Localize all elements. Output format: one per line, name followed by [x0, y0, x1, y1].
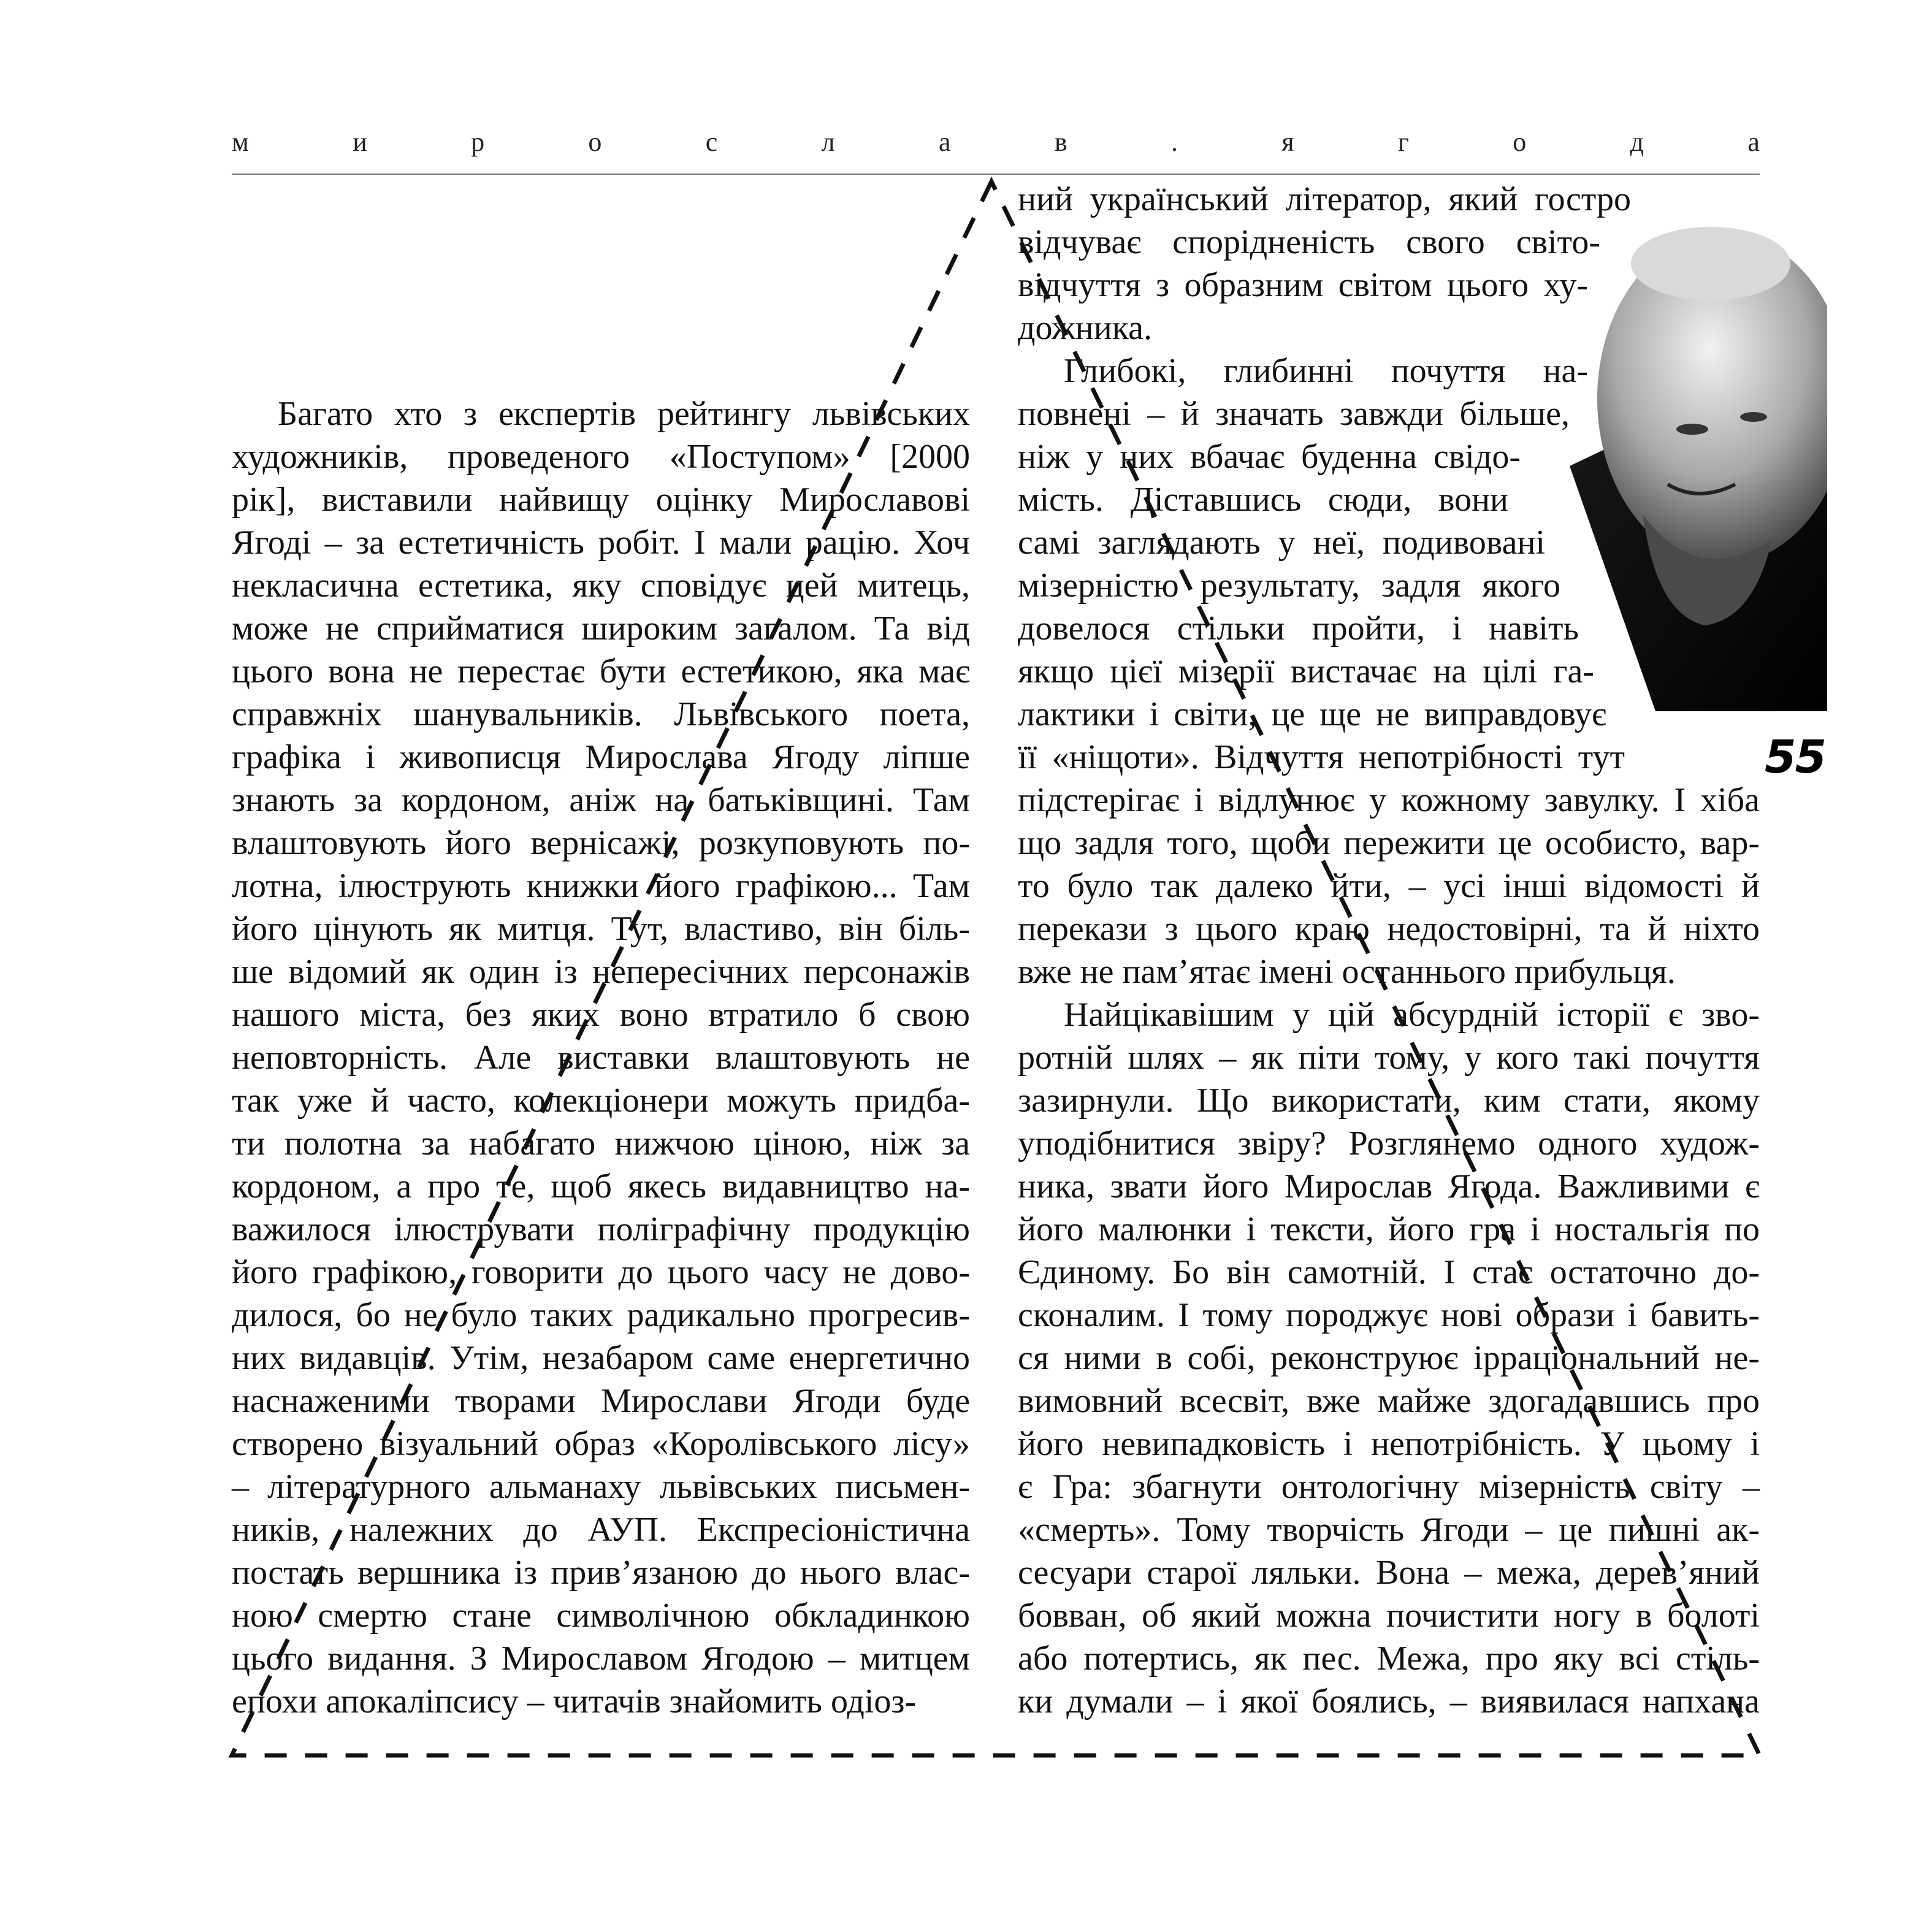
text-line: то було так далеко йти, – усі інші відомості й: [1018, 867, 1760, 905]
text-line: вже не пам’ятає імені останнього прибульця.: [1018, 953, 1676, 991]
text-line: створено візуальний образ «Королівського лісу»: [232, 1425, 970, 1463]
text-line: його цінують як митця. Тут, властиво, він біль-: [232, 910, 970, 948]
text-line: цього вона не перестає бути естетикою, яка має: [232, 652, 970, 690]
text-line: якщо цієї мізерії вистачає на цілі га-: [1018, 652, 1594, 690]
running-head-letter: г: [1397, 126, 1409, 157]
running-head-letter: с: [705, 126, 718, 157]
text-line: ти полотна за набагато нижчою ціною, ніж за: [232, 1124, 970, 1163]
running-head-letter: д: [1630, 126, 1644, 157]
text-line: влаштовують його вернісажі, розкуповують по-: [232, 824, 970, 862]
text-line: Багато хто з експертів рейтингу львівських: [278, 395, 970, 433]
text-line: його малюнки і тексти, його гра і ностальгія по: [1018, 1210, 1760, 1248]
running-head-letter: м: [232, 126, 249, 157]
text-line: або потертись, як пес. Межа, про яку всі стіль-: [1018, 1640, 1760, 1678]
text-line: рік], виставили найвищу оцінку Мирославові: [232, 481, 970, 519]
running-head-letter: л: [821, 126, 835, 157]
running-head-letter: о: [1513, 126, 1527, 157]
text-line: нашого міста, без яких воно втратило б свою: [232, 996, 970, 1034]
running-head-letter: р: [471, 126, 485, 157]
text-line: «смерть». Тому творчість Ягоди – це пишні ак-: [1018, 1511, 1760, 1549]
text-line: відчуття з образним світом цього ху-: [1018, 266, 1588, 304]
text-line: некласична естетика, яку сповідує цей митець,: [232, 567, 970, 605]
text-line: відчуває спорідненість свого світо-: [1018, 223, 1600, 261]
text-line: них видавців. Утім, незабаром саме енергетично: [232, 1339, 970, 1377]
text-line: Найцікавішим у цій абсурдній історії є зво-: [1064, 996, 1760, 1034]
text-line: художників, проведеного «Поступом» [2000: [232, 438, 970, 476]
text-line: знають за кордоном, аніж на батьківщині. Там: [232, 781, 970, 819]
text-line: сконалим. І тому породжує нові образи і бавить-: [1018, 1296, 1760, 1334]
text-line: уподібнитися звіру? Розглянемо одного худож-: [1018, 1124, 1760, 1163]
text-line: ний український літератор, який гостро: [1018, 180, 1631, 218]
text-line: справжніх шанувальників. Львівського поета,: [232, 695, 970, 733]
text-line: – літературного альманаху львівських письмен-: [232, 1468, 970, 1506]
text-line: Єдиному. Бо він самотній. І стає остаточно до-: [1018, 1253, 1760, 1291]
running-head-letter: а: [938, 126, 951, 157]
text-line: так уже й часто, колекціонери можуть придба-: [232, 1082, 970, 1120]
text-line: його невипадковість і непотрібність. У цьому і: [1018, 1425, 1760, 1463]
text-line: повнені – й значать завжди більше,: [1018, 395, 1570, 433]
running-head-letter: и: [353, 126, 367, 157]
text-line: дожника.: [1018, 309, 1152, 347]
text-line: ною смертю стане символічною обкладинкою: [232, 1597, 970, 1635]
text-line: лактики і світи, це ще не виправдовує: [1018, 695, 1606, 733]
text-line: перекази з цього краю недостовірні, та й ніхто: [1018, 910, 1760, 948]
text-line: Ягоді – за естетичність робіт. І мали рацію. Хоч: [232, 524, 970, 562]
text-line: є Гра: збагнути онтологічну мізерність світу –: [1018, 1468, 1760, 1506]
text-line: постать вершника із прив’язаною до нього влас-: [232, 1554, 970, 1592]
text-line: епохи апокаліпсису – читачів знайомить одіоз-: [232, 1682, 917, 1720]
text-line: лотна, ілюструють книжки його графікою... Там: [232, 867, 970, 905]
text-line: підстерігає і відлунює у кожному завулку. І хіба: [1018, 781, 1760, 819]
text-line: мість. Діставшись сюди, вони: [1018, 481, 1508, 519]
running-head-letter: .: [1170, 126, 1178, 157]
text-line: вимовний всесвіт, вже майже здогадавшись про: [1018, 1382, 1760, 1420]
text-line: ся ними в собі, реконструює ірраціональний не-: [1018, 1339, 1760, 1377]
text-line: ників, належних до АУП. Експресіоністична: [232, 1511, 970, 1549]
running-head-letter: я: [1281, 126, 1294, 157]
text-line: неповторність. Але виставки влаштовують не: [232, 1039, 970, 1077]
text-line: ника, звати його Мирослав Ягода. Важливими є: [1018, 1167, 1760, 1205]
running-head-letter: в: [1054, 126, 1067, 157]
text-line: сесуари старої ляльки. Вона – межа, дерев’яний: [1018, 1554, 1760, 1592]
page-number: 55: [1765, 731, 1825, 784]
text-line: довелося стільки пройти, і навіть: [1018, 609, 1579, 647]
text-line: може не сприйматися широким загалом. Та від: [232, 609, 970, 647]
text-line: кордоном, а про те, щоб якесь видавництво на-: [232, 1167, 970, 1205]
text-line: самі заглядають у неї, подивовані: [1018, 524, 1545, 562]
text-line: наснаженими творами Мирослави Ягоди буде: [232, 1382, 970, 1420]
text-line: зазирнули. Що використати, ким стати, якому: [1018, 1082, 1760, 1120]
text-line: ротній шлях – як піти тому, у кого такі почуття: [1018, 1039, 1760, 1077]
text-line: цього видання. З Мирославом Ягодою – митцем: [232, 1640, 970, 1678]
running-head-letter: о: [588, 126, 602, 157]
text-line: ше відомий як один із непересічних персонажів: [232, 953, 970, 991]
text-line: його графікою, говорити до цього часу не дово-: [232, 1253, 970, 1291]
text-line: Глибокі, глибинні почуття на-: [1064, 352, 1588, 390]
text-line: ки думали – і якої боялись, – виявилася напхана: [1018, 1682, 1760, 1720]
text-line: важилося ілюструвати поліграфічну продукцію: [232, 1210, 970, 1248]
text-line: що задля того, щоби пережити це особисто, вар-: [1018, 824, 1760, 862]
text-line: графіка і живописця Мирослава Ягоду ліпше: [232, 738, 970, 776]
text-line: мізерністю результату, задля якого: [1018, 567, 1560, 605]
text-line: її «нiщоти». Відчуття непотрібності тут: [1018, 738, 1625, 776]
text-line: дилося, бо не було таких радикально прогресив-: [232, 1296, 970, 1334]
text-line: бовван, об який можна почистити ногу в болоті: [1018, 1597, 1760, 1635]
text-line: ніж у них вбачає буденна свідо-: [1018, 438, 1521, 476]
running-head-letter: а: [1747, 126, 1760, 157]
